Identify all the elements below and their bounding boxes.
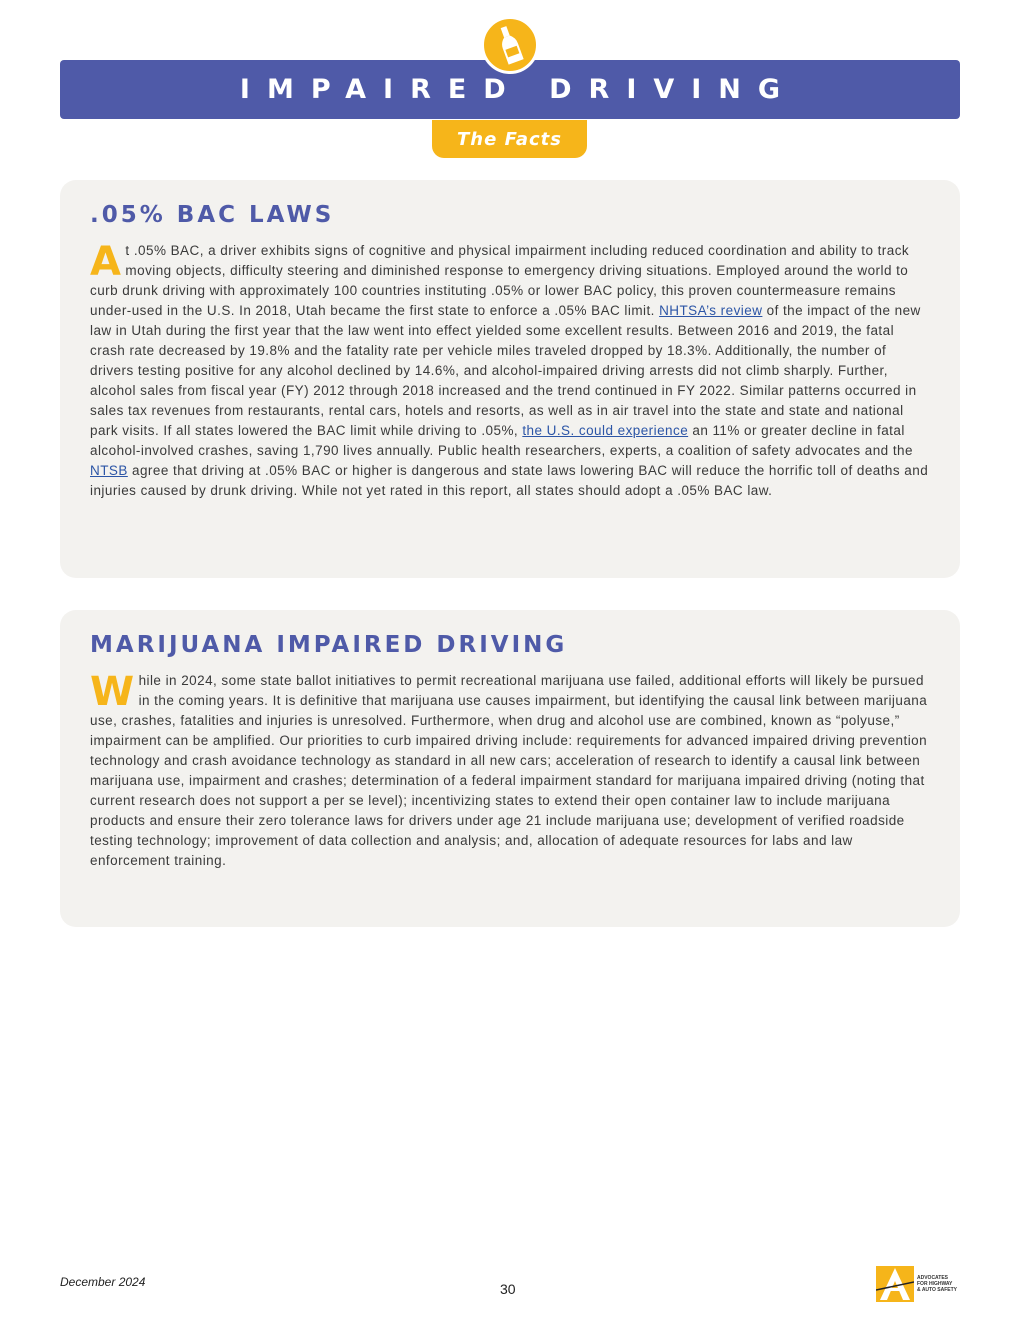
marijuana-card (60, 610, 960, 927)
drop-cap: A (90, 239, 122, 285)
drop-cap: W (90, 669, 135, 715)
footer-date: December 2024 (60, 1275, 146, 1289)
body-text: t .05% BAC, a driver exhibits signs of cognitive and physical impairment including reduced coordination and ability to track moving objects, difficulty steering and diminished response to emergency driving situations. Employed around the world to curb drunk driving with approximately 100 countries instituting .05% or lower BAC policy, this proven countermeasure remains under-used in the U.S. In 2018, Utah became the first state to enforce a .05% BAC limit. (90, 243, 910, 318)
page-title: IMPAIRED DRIVING (239, 74, 798, 105)
section-heading: MARIJUANA IMPAIRED DRIVING (90, 632, 568, 658)
body-text: agree that driving at .05% BAC or higher is dangerous and state laws lowering BAC will reduce the horrific toll of deaths and injuries caused by drunk driving. While not yet rated in this report, all states should adopt a .05% BAC law. (90, 463, 929, 498)
body-text: of the impact of the new law in Utah during the first year that the law went into effect yielded some excellent results. Between 2016 and 2019, the fatal crash rate decreased by 19.8% and the fatality rate per vehicle miles traveled dropped by 18.3%. Additionally, the number of drivers testing positive for any alcohol declined by 14.6%, and alcohol-impaired driving arrests did not climb sharply. Further, alcohol sales from fiscal year (FY) 2012 through 2018 increased and the trend continued in FY 2022. Similar patterns occurred in sales tax revenues from restaurants, rental cars, hotels and resorts, as well as in air travel into the state and state and national park visits. If all states lowered the BAC limit while driving to .05%, (90, 303, 921, 438)
us-could-experience-link[interactable]: the U.S. could experience (522, 423, 689, 438)
section-heading: .05% BAC LAWS (90, 202, 335, 228)
nhtsa-review-link[interactable]: NHTSA’s review (659, 303, 763, 318)
subtitle: The Facts (457, 128, 562, 150)
logo-line: FOR HIGHWAY (917, 1281, 953, 1287)
subtitle-tab (432, 120, 587, 158)
ntsb-link[interactable]: NTSB (90, 463, 128, 478)
logo-mark-icon (876, 1266, 914, 1302)
section-body (90, 241, 930, 501)
advocates-logo (876, 1266, 957, 1302)
bac-laws-card (60, 180, 960, 578)
logo-line: ADVOCATES (917, 1275, 949, 1281)
logo-line: & AUTO SAFETY (917, 1287, 958, 1293)
page-number: 30 (500, 1281, 516, 1297)
section-body (90, 671, 930, 871)
body-text: an 11% or greater decline in fatal alcohol-involved crashes, saving 1,790 lives annually. Public health researchers, experts, a coalition of safety advocates and the (90, 423, 913, 458)
body-text: hile in 2024, some state ballot initiatives to permit recreational marijuana use failed, additional efforts will likely be pursued in the coming years. It is definitive that marijuana use causes impairment, but identifying the causal link between marijuana use, crashes, fatalities and injuries is unresolved. Furthermore, when drug and alcohol use are combined, known as “polyuse,” impairment can be amplified. Our priorities to curb impaired driving include: requirements for advanced impaired driving prevention technology and crash avoidance technology as standard in all new cars; acceleration of research to identify a causal link between marijuana use, impairment and crashes; determination of a federal impairment standard for marijuana impaired driving (noting that current research does not support a per se level); incentivizing states to extend their open container law to include marijuana products and ensure their zero tolerance laws for drivers under age 21 include marijuana use; development of verified roadside testing technology; improvement of data collection and analysis; and, allocation of adequate resources for labs and law enforcement training. (90, 673, 928, 868)
bottle-icon (481, 16, 539, 74)
